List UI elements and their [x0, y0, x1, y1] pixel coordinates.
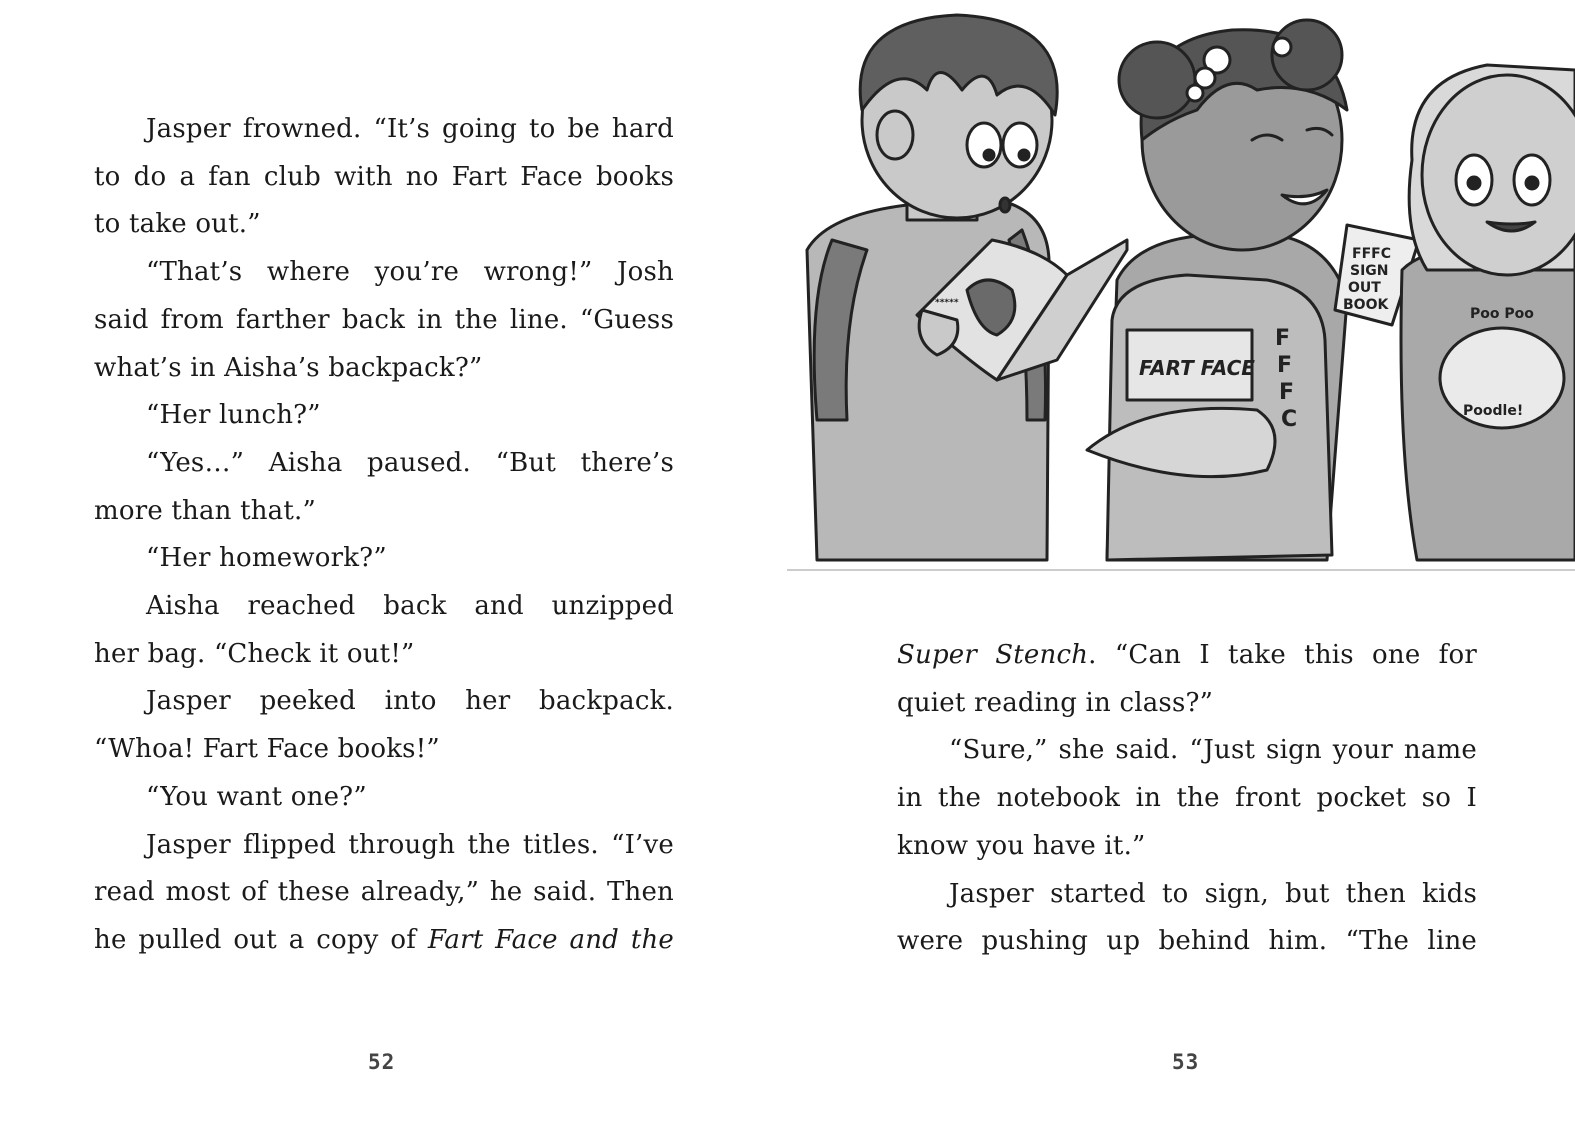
page-number-right: 53	[1172, 1050, 1200, 1074]
text-line: her bag. “Check it out!”	[94, 638, 415, 669]
right-page-text	[897, 632, 1477, 966]
right-girl-head	[1422, 75, 1575, 275]
left-page-text	[94, 106, 674, 965]
page-number-left: 52	[368, 1050, 396, 1074]
notebook-line: BOOK	[1343, 297, 1389, 313]
text-line: said from farther back in the line. “Guess	[94, 304, 674, 335]
text-line: to do a fan club with no Fart Face books	[94, 161, 674, 192]
text-line: “Her homework?”	[146, 543, 387, 574]
text-line: “That’s where you’re wrong!” Josh	[146, 257, 674, 288]
text-line: were pushing up behind him. “The line	[897, 926, 1477, 957]
text-line: Super Stench. “Can I take this one for	[897, 640, 1477, 670]
text-line: quiet reading in class?”	[897, 687, 1214, 718]
italic-title: Super Stench	[897, 640, 1089, 670]
backpack-book-title: FART FACE	[1139, 356, 1255, 380]
left-page	[0, 0, 787, 1144]
text-line: Aisha reached back and unzipped	[146, 591, 674, 622]
backpack-letter: F	[1277, 353, 1293, 378]
text-line: what’s in Aisha’s backpack?”	[94, 352, 483, 383]
text-line: Jasper peeked into her backpack.	[146, 686, 674, 717]
boy-eye-left	[967, 123, 1001, 167]
text-line: read most of these already,” he said. Then	[94, 877, 674, 908]
text-line: to take out.”	[94, 209, 261, 240]
girl-backpack	[1087, 275, 1332, 560]
backpack-letter: F	[1279, 380, 1295, 405]
text-line: “You want one?”	[146, 781, 367, 812]
text-line: “Yes…” Aisha paused. “But there’s	[146, 447, 674, 478]
text-line: Jasper started to sign, but then kids	[949, 878, 1477, 909]
text-line: in the notebook in the front pocket so I	[897, 783, 1477, 814]
text-line: “Sure,” she said. “Just sign your name	[949, 735, 1477, 766]
text-line: “Her lunch?”	[146, 400, 321, 431]
notebook-line: OUT	[1348, 280, 1381, 296]
shirt-text: Poo Poo	[1470, 306, 1534, 322]
text-line: “Whoa! Fart Face books!”	[94, 734, 440, 765]
illustration	[787, 0, 1575, 572]
comic-stars: *****	[935, 298, 959, 308]
text-line: Jasper flipped through the titles. “I’ve	[146, 829, 674, 860]
shirt-text: Poodle!	[1463, 403, 1524, 419]
text-line: Jasper frowned. “It’s going to be hard	[146, 114, 674, 144]
text-line: more than that.”	[94, 495, 316, 526]
backpack-letter: C	[1281, 407, 1298, 432]
italic-title: Fart Face and the	[427, 924, 674, 955]
right-page	[787, 0, 1575, 1144]
backpack-letter: F	[1275, 326, 1291, 351]
text-line: know you have it.”	[897, 830, 1146, 861]
notebook-line: FFFC	[1352, 246, 1391, 262]
text-line: he pulled out a copy of Fart Face and the	[94, 924, 674, 955]
notebook-line: SIGN	[1350, 263, 1389, 279]
